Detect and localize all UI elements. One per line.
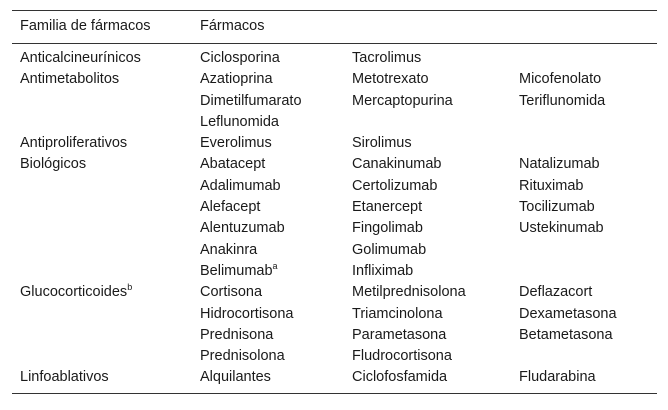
drug-name-text: Belimumab — [200, 262, 273, 279]
drug-list-cell — [352, 154, 519, 282]
drug-name-text: Tacrolimus — [352, 50, 422, 66]
drug-name — [519, 197, 657, 218]
drug-name — [200, 133, 352, 154]
drug-name — [352, 304, 519, 325]
drug-list-cell — [352, 367, 519, 393]
drug-name-text: Alentuzumab — [200, 220, 285, 237]
drug-name-text: Golimumab — [352, 241, 427, 258]
table-body — [12, 44, 657, 394]
drug-name — [519, 325, 657, 346]
drug-name — [200, 176, 352, 197]
drug-name — [200, 240, 352, 261]
drug-name-text: Fludrocortisona — [352, 348, 452, 365]
drug-name — [352, 154, 519, 175]
drug-list-cell — [200, 69, 352, 133]
drug-family-label — [20, 282, 200, 303]
drug-name-text: Deflazacort — [519, 284, 593, 301]
drug-family-cell — [12, 367, 200, 393]
header-family: Familia de fármacos — [12, 11, 200, 44]
table-row — [12, 154, 657, 282]
drug-families-table — [12, 10, 657, 394]
drug-name — [519, 218, 657, 239]
drug-list-cell — [352, 44, 519, 70]
drug-name-text: Alquilantes — [200, 369, 271, 386]
drug-name-text: Mercaptopurina — [352, 92, 453, 109]
drug-list-cell — [200, 44, 352, 70]
table-row — [12, 133, 657, 154]
drug-name-text: Abatacept — [200, 156, 266, 173]
drug-family-name: Antiproliferativos — [20, 135, 128, 152]
drug-name — [352, 48, 519, 69]
drug-name — [519, 367, 657, 388]
drug-name — [519, 282, 657, 303]
drug-family-cell — [12, 44, 200, 70]
drug-family-label — [20, 154, 200, 175]
drug-family-name: Glucocorticoides — [20, 284, 128, 301]
drug-family-label — [20, 69, 200, 90]
drug-name-text: Etanercept — [352, 199, 423, 216]
drug-name-text: Micofenolato — [519, 71, 602, 88]
table-header — [12, 11, 657, 44]
table-row — [12, 282, 657, 367]
drug-name-text: Dexametasona — [519, 305, 617, 322]
drug-family-name: Antimetabolitos — [20, 71, 120, 88]
drug-name — [200, 91, 352, 112]
drug-name-text: Triamcinolona — [352, 305, 443, 322]
drug-name — [200, 48, 352, 69]
drug-name — [200, 346, 352, 367]
drug-name-text: Canakinumab — [352, 156, 442, 173]
drug-name — [352, 218, 519, 239]
drug-family-cell — [12, 133, 200, 154]
table-row — [12, 69, 657, 133]
drug-name-text: Cortisona — [200, 284, 263, 301]
drug-name — [352, 176, 519, 197]
drug-family-cell — [12, 282, 200, 367]
drug-name — [352, 91, 519, 112]
drug-list-cell — [200, 367, 352, 393]
drug-name-text: Prednisona — [200, 326, 274, 343]
drug-name-text: Prednisolona — [200, 348, 285, 365]
drug-name — [352, 261, 519, 282]
drug-name-text: Ciclofosfamida — [352, 369, 448, 386]
footnote-mark: b — [127, 282, 133, 293]
drug-name — [352, 282, 519, 303]
drug-name — [352, 240, 519, 261]
drug-name — [200, 261, 352, 282]
drug-name — [519, 91, 657, 112]
drug-list-cell — [352, 282, 519, 367]
drug-name — [352, 367, 519, 388]
drug-name — [352, 133, 519, 154]
drug-name-text: Hidrocortisona — [200, 305, 294, 322]
drug-name — [519, 304, 657, 325]
drug-family-label — [20, 48, 200, 69]
drug-name-text: Metotrexato — [352, 71, 429, 88]
drug-list-cell — [200, 154, 352, 282]
drug-name — [200, 112, 352, 133]
drug-name — [200, 154, 352, 175]
table-row — [12, 44, 657, 70]
drug-family-cell — [12, 69, 200, 133]
drug-name — [352, 325, 519, 346]
drug-name — [200, 367, 352, 388]
drug-name — [200, 197, 352, 218]
drug-name-text: Leflunomida — [200, 113, 279, 130]
drug-name-text: Adalimumab — [200, 177, 281, 194]
drug-name-text: Rituximab — [519, 177, 584, 194]
drug-name-text: Tocilizumab — [519, 199, 595, 216]
drug-name-text: Anakinra — [200, 241, 258, 258]
drug-list-cell — [519, 133, 657, 154]
drug-name — [200, 218, 352, 239]
drug-name-text: Parametasona — [352, 326, 447, 343]
drug-name-text: Sirolimus — [352, 135, 412, 152]
drug-name-text: Fingolimab — [352, 220, 423, 237]
drug-list-cell — [519, 154, 657, 282]
drug-name — [519, 154, 657, 175]
drug-name-text: Ustekinumab — [519, 220, 604, 237]
header-row — [12, 11, 657, 44]
drug-name-text: Everolimus — [200, 135, 272, 152]
drug-name-text: Fludarabina — [519, 369, 596, 386]
drug-name-text: Certolizumab — [352, 177, 438, 194]
drug-name — [352, 197, 519, 218]
footnote-mark: a — [272, 261, 278, 272]
drug-list-cell — [519, 69, 657, 133]
drug-name — [200, 304, 352, 325]
drug-name-text: Infliximab — [352, 262, 414, 279]
drug-list-cell — [200, 282, 352, 367]
drug-family-cell — [12, 154, 200, 282]
drug-name — [519, 69, 657, 90]
drug-name-text: Azatioprina — [200, 71, 273, 88]
header-drugs: Fármacos — [200, 11, 657, 44]
drug-list-cell — [352, 133, 519, 154]
drug-family-name: Biológicos — [20, 156, 87, 173]
drug-name — [352, 69, 519, 90]
drug-family-name: Linfoablativos — [20, 369, 109, 386]
drug-name — [519, 176, 657, 197]
drug-list-cell — [352, 69, 519, 133]
drug-name — [200, 325, 352, 346]
drug-family-name: Anticalcineurínicos — [20, 50, 141, 66]
drug-name-text: Ciclosporina — [200, 50, 280, 66]
drug-name-text: Metilprednisolona — [352, 284, 466, 301]
drug-family-label — [20, 133, 200, 154]
drug-list-cell — [200, 133, 352, 154]
table-row — [12, 367, 657, 393]
drug-name — [200, 282, 352, 303]
drug-list-cell — [519, 282, 657, 367]
drug-family-label — [20, 367, 200, 388]
drug-list-cell — [519, 44, 657, 70]
drug-list-cell — [519, 367, 657, 393]
drug-name-text: Betametasona — [519, 326, 613, 343]
drug-families-table-container — [12, 10, 657, 394]
drug-name-text: Natalizumab — [519, 156, 600, 173]
drug-name — [200, 69, 352, 90]
drug-name-text: Alefacept — [200, 199, 261, 216]
drug-name-text: Teriflunomida — [519, 92, 606, 109]
drug-name-text: Dimetilfumarato — [200, 92, 302, 109]
drug-name — [352, 346, 519, 367]
